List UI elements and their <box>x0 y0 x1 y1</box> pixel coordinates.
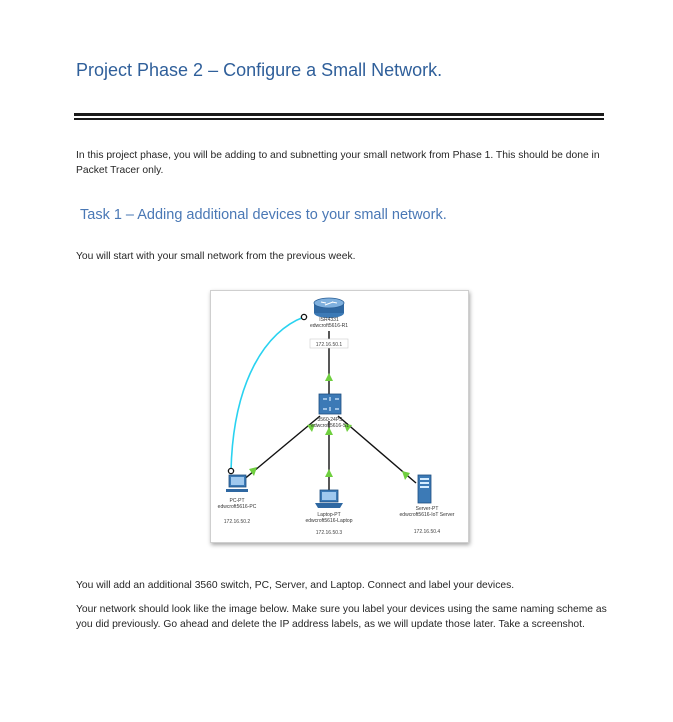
server-model-label: Server-PT <box>415 506 439 512</box>
router-icon[interactable] <box>314 298 344 318</box>
router-name-label: edwcroft5616-R1 <box>309 323 349 329</box>
intro-paragraph: In this project phase, you will be adding to and subnetting your small network from Phase 1. This should be done in Packet Tracer only. <box>76 150 600 176</box>
link-up-arrow <box>325 373 333 381</box>
pc-icon[interactable] <box>226 475 248 492</box>
instructions-paragraph: Your network should look like the image below. Make sure you label your devices using the same naming scheme as you did previously. Go ahead and delete the IP address labels, as we will update those later. Take a screenshot. <box>76 604 607 630</box>
laptop-ip-label: 172.16.50.3 <box>315 530 343 536</box>
page-title: Project Phase 2 – Configure a Small Network. <box>76 60 443 80</box>
console-cable <box>231 317 304 471</box>
pc-model-label: PC-PT <box>229 498 245 504</box>
pc-name-label: edwcroft5616-PC <box>217 504 257 510</box>
server-name-label: edwcroft5616-IoT Server <box>399 512 455 518</box>
switch-name-label: edwcroft5616-S1 <box>311 423 349 429</box>
add-devices-paragraph: You will add an additional 3560 switch, PC, Server, and Laptop. Connect and label your devices. <box>76 580 515 591</box>
link-up-arrow <box>402 471 410 480</box>
task-1-heading: Task 1 – Adding additional devices to your small network. <box>80 207 447 223</box>
switch-model-label: 3560-24PS <box>317 417 343 423</box>
router-model-label: ISR4331 <box>319 317 339 323</box>
server-ip-label: 172.16.50.4 <box>413 529 441 535</box>
laptop-name-label: edwcroft5616-Laptop <box>305 518 353 524</box>
network-topology-figure <box>210 290 469 543</box>
multilayer-switch-icon[interactable] <box>319 394 341 414</box>
router-ip-label: 172.16.50.1 <box>315 342 343 348</box>
title-rule-thick <box>74 113 604 116</box>
network-diagram <box>211 291 468 542</box>
console-endpoint-pc <box>228 468 233 473</box>
link-up-arrow <box>325 469 333 477</box>
title-rule-thin <box>74 118 604 120</box>
laptop-model-label: Laptop-PT <box>317 512 341 518</box>
start-paragraph: You will start with your small network from the previous week. <box>76 251 356 262</box>
server-icon[interactable] <box>418 475 431 503</box>
pc-ip-label: 172.16.50.2 <box>223 519 251 525</box>
console-endpoint-router <box>301 314 306 319</box>
laptop-icon[interactable] <box>315 490 343 508</box>
